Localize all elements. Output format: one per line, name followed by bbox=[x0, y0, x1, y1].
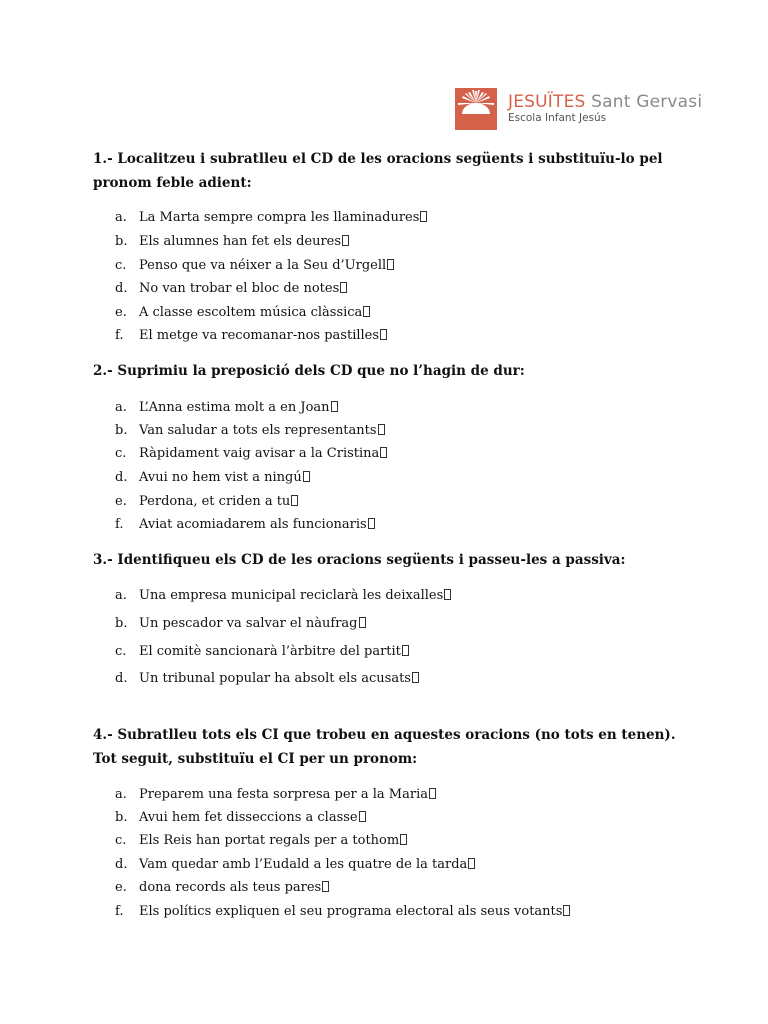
missing-glyph-icon bbox=[400, 834, 407, 845]
missing-glyph-icon bbox=[368, 518, 375, 529]
logo-brand: JESUÏTES bbox=[508, 92, 586, 112]
missing-glyph-icon bbox=[563, 905, 570, 916]
list-item: f. El metge va recomanar-nos pastilles bbox=[115, 325, 387, 347]
list-item: b. Els alumnes han fet els deures bbox=[115, 231, 349, 253]
missing-glyph-icon bbox=[331, 401, 338, 412]
list-item: d. Un tribunal popular ha absolt els acusats bbox=[115, 668, 419, 690]
missing-glyph-icon bbox=[340, 282, 347, 293]
question-2-title: 2.- Suprimiu la preposició dels CD que no l’hagin de dur: bbox=[93, 363, 525, 379]
list-item: a. Preparem una festa sorpresa per a la Maria bbox=[115, 784, 436, 806]
missing-glyph-icon bbox=[342, 235, 349, 246]
logo-subtitle: Escola Infant Jesús bbox=[508, 112, 607, 124]
list-item: c. Ràpidament vaig avisar a la Cristina bbox=[115, 443, 387, 465]
missing-glyph-icon bbox=[322, 881, 329, 892]
list-item: a. Una empresa municipal reciclarà les deixalles bbox=[115, 585, 451, 607]
list-item: c. Penso que va néixer a la Seu d’Urgell bbox=[115, 255, 394, 277]
list-item: b. Van saludar a tots els representants bbox=[115, 420, 385, 442]
missing-glyph-icon bbox=[291, 495, 298, 506]
list-item: c. El comitè sancionarà l’àrbitre del partit bbox=[115, 641, 409, 663]
question-3-title: 3.- Identifiqueu els CD de les oracions següents i passeu-les a passiva: bbox=[93, 552, 626, 568]
missing-glyph-icon bbox=[420, 211, 427, 222]
list-item: e. Perdona, et criden a tu bbox=[115, 491, 298, 513]
logo-place: Sant Gervasi bbox=[591, 92, 703, 112]
missing-glyph-icon bbox=[303, 471, 310, 482]
question-1-title: 1.- Localitzeu i subratlleu el CD de les oracions següents i substituïu-lo pel pronom feble adient: bbox=[93, 151, 663, 191]
missing-glyph-icon bbox=[429, 788, 436, 799]
list-item: c. Els Reis han portat regals per a tothom bbox=[115, 830, 407, 852]
list-item: a. La Marta sempre compra les llaminadures bbox=[115, 207, 427, 229]
missing-glyph-icon bbox=[387, 259, 394, 270]
logo-title bbox=[508, 92, 702, 112]
list-item: d. No van trobar el bloc de notes bbox=[115, 278, 347, 300]
list-item: d. Vam quedar amb l’Eudald a les quatre de la tarda bbox=[115, 854, 475, 876]
missing-glyph-icon bbox=[412, 672, 419, 683]
list-item: f. Els polítics expliquen el seu programa electoral als seus votants bbox=[115, 901, 570, 923]
list-item: a. L’Anna estima molt a en Joan bbox=[115, 397, 338, 419]
list-item: e. dona records als teus pares bbox=[115, 877, 329, 899]
question-4-title: 4.- Subratlleu tots els CI que trobeu en aquestes oracions (no tots en tenen). Tot seguit, substituïu el CI per un pronom: bbox=[93, 727, 676, 767]
list-item: b. Avui hem fet disseccions a classe bbox=[115, 807, 366, 829]
list-item: d. Avui no hem vist a ningú bbox=[115, 467, 310, 489]
missing-glyph-icon bbox=[380, 447, 387, 458]
missing-glyph-icon bbox=[380, 329, 387, 340]
missing-glyph-icon bbox=[402, 645, 409, 656]
missing-glyph-icon bbox=[359, 811, 366, 822]
list-item: b. Un pescador va salvar el nàufrag bbox=[115, 613, 366, 635]
missing-glyph-icon bbox=[378, 424, 385, 435]
missing-glyph-icon bbox=[468, 858, 475, 869]
missing-glyph-icon bbox=[359, 617, 366, 628]
list-item: e. A classe escoltem música clàssica bbox=[115, 302, 370, 324]
missing-glyph-icon bbox=[363, 306, 370, 317]
list-item: f. Aviat acomiadarem als funcionaris bbox=[115, 514, 375, 536]
logo-emblem-icon bbox=[455, 88, 497, 130]
missing-glyph-icon bbox=[444, 589, 451, 600]
